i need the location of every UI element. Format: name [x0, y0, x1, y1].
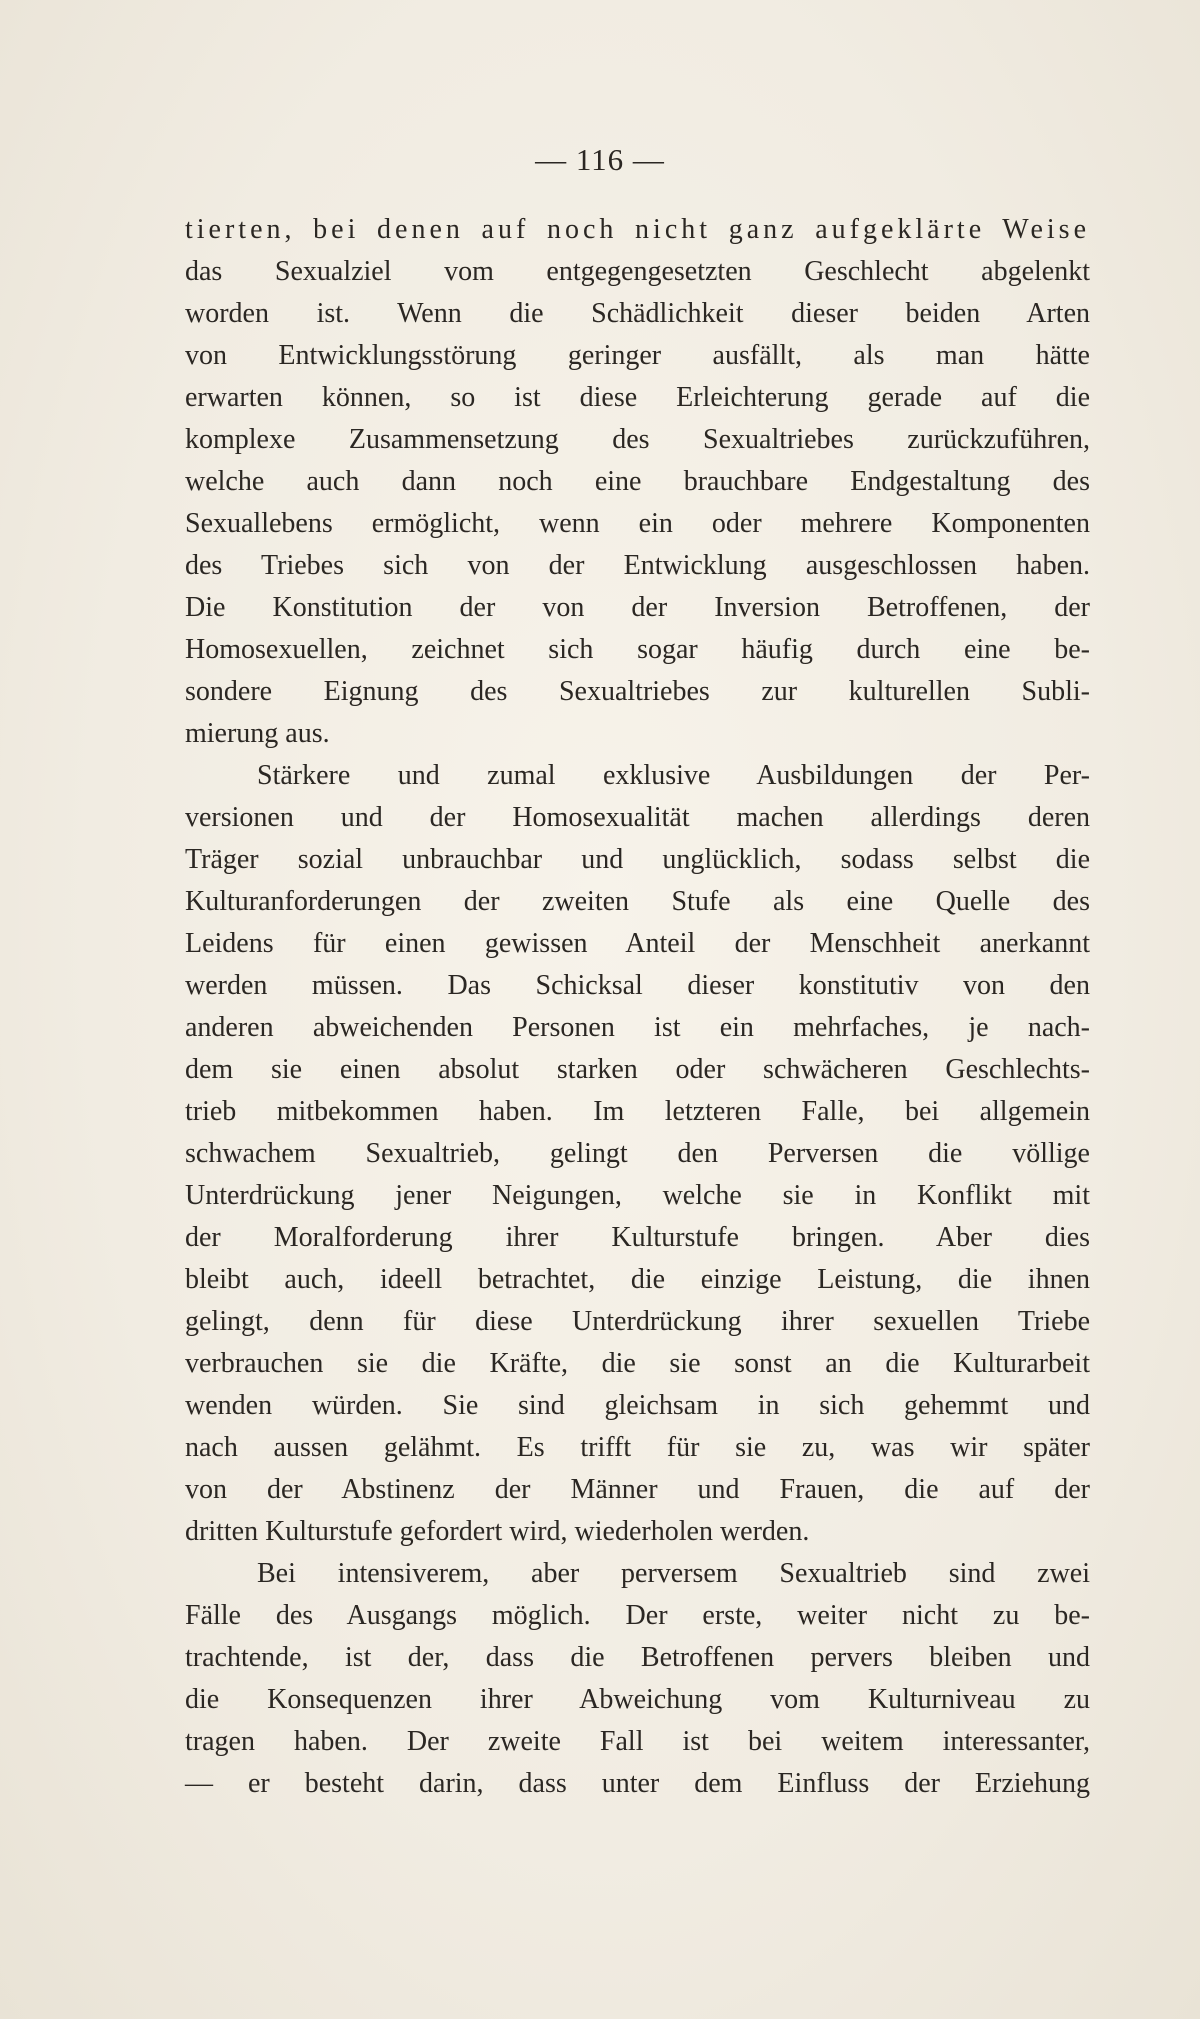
text-line: werden müssen. Das Schicksal dieser konstitutiv von den [185, 970, 1090, 1001]
text-line: dritten Kulturstufe gefordert wird, wiederholen werden. [185, 1516, 810, 1547]
text-line: nach aussen gelähmt. Es trifft für sie zu, was wir später [185, 1432, 1090, 1463]
text-line: Unterdrückung jener Neigungen, welche sie in Konflikt mit [185, 1180, 1090, 1211]
text-line: Stärkere und zumal exklusive Ausbildungen der Per- [257, 760, 1090, 791]
text-line: versionen und der Homosexualität machen allerdings deren [185, 802, 1090, 833]
text-line: mierung aus. [185, 718, 330, 749]
text-line: sondere Eignung des Sexualtriebes zur kulturellen Subli- [185, 676, 1090, 707]
text-line: Kulturanforderungen der zweiten Stufe als eine Quelle des [185, 886, 1090, 917]
page-number: — 116 — [535, 142, 665, 177]
text-line: Leidens für einen gewissen Anteil der Menschheit anerkannt [185, 928, 1090, 959]
text-line: des Triebes sich von der Entwicklung ausgeschlossen haben. [185, 550, 1090, 581]
text-line: Homosexuellen, zeichnet sich sogar häufig durch eine be- [185, 634, 1090, 665]
text-line: komplexe Zusammensetzung des Sexualtriebes zurückzuführen, [185, 424, 1090, 455]
text-line: anderen abweichenden Personen ist ein mehrfaches, je nach- [185, 1012, 1090, 1043]
text-line: — er besteht darin, dass unter dem Einfluss der Erziehung [185, 1768, 1090, 1799]
page-body-text [185, 209, 1090, 1805]
text-line: trieb mitbekommen haben. Im letzteren Falle, bei allgemein [185, 1096, 1090, 1127]
text-line: worden ist. Wenn die Schädlichkeit dieser beiden Arten [185, 298, 1090, 329]
text-line: schwachem Sexualtrieb, gelingt den Perversen die völlige [185, 1138, 1090, 1169]
text-line: von Entwicklungsstörung geringer ausfällt, als man hätte [185, 340, 1090, 371]
text-line: Fälle des Ausgangs möglich. Der erste, weiter nicht zu be- [185, 1600, 1090, 1631]
text-line: trachtende, ist der, dass die Betroffenen pervers bleiben und [185, 1642, 1090, 1673]
text-line: Sexuallebens ermöglicht, wenn ein oder mehrere Komponenten [185, 508, 1090, 539]
text-line: welche auch dann noch eine brauchbare Endgestaltung des [185, 466, 1090, 497]
text-line: Die Konstitution der von der Inversion Betroffenen, der [185, 592, 1090, 623]
text-line: gelingt, denn für diese Unterdrückung ihrer sexuellen Triebe [185, 1306, 1090, 1337]
text-line: von der Abstinenz der Männer und Frauen, die auf der [185, 1474, 1090, 1505]
text-line: Bei intensiverem, aber perversem Sexualtrieb sind zwei [257, 1558, 1090, 1589]
text-line: der Moralforderung ihrer Kulturstufe bringen. Aber dies [185, 1222, 1090, 1253]
text-line: Träger sozial unbrauchbar und unglücklich, sodass selbst die [185, 844, 1090, 875]
text-line: erwarten können, so ist diese Erleichterung gerade auf die [185, 382, 1090, 413]
text-line: bleibt auch, ideell betrachtet, die einzige Leistung, die ihnen [185, 1264, 1090, 1295]
text-line: wenden würden. Sie sind gleichsam in sich gehemmt und [185, 1390, 1090, 1421]
text-line: die Konsequenzen ihrer Abweichung vom Kulturniveau zu [185, 1684, 1090, 1715]
text-line: das Sexualziel vom entgegengesetzten Geschlecht abgelenkt [185, 256, 1090, 287]
text-line: dem sie einen absolut starken oder schwächeren Geschlechts- [185, 1054, 1090, 1085]
text-line: tragen haben. Der zweite Fall ist bei weitem interessanter, [185, 1726, 1090, 1757]
text-line: tierten, bei denen auf noch nicht ganz aufgeklärte Weise [185, 214, 1090, 245]
text-line: verbrauchen sie die Kräfte, die sie sonst an die Kulturarbeit [185, 1348, 1090, 1379]
